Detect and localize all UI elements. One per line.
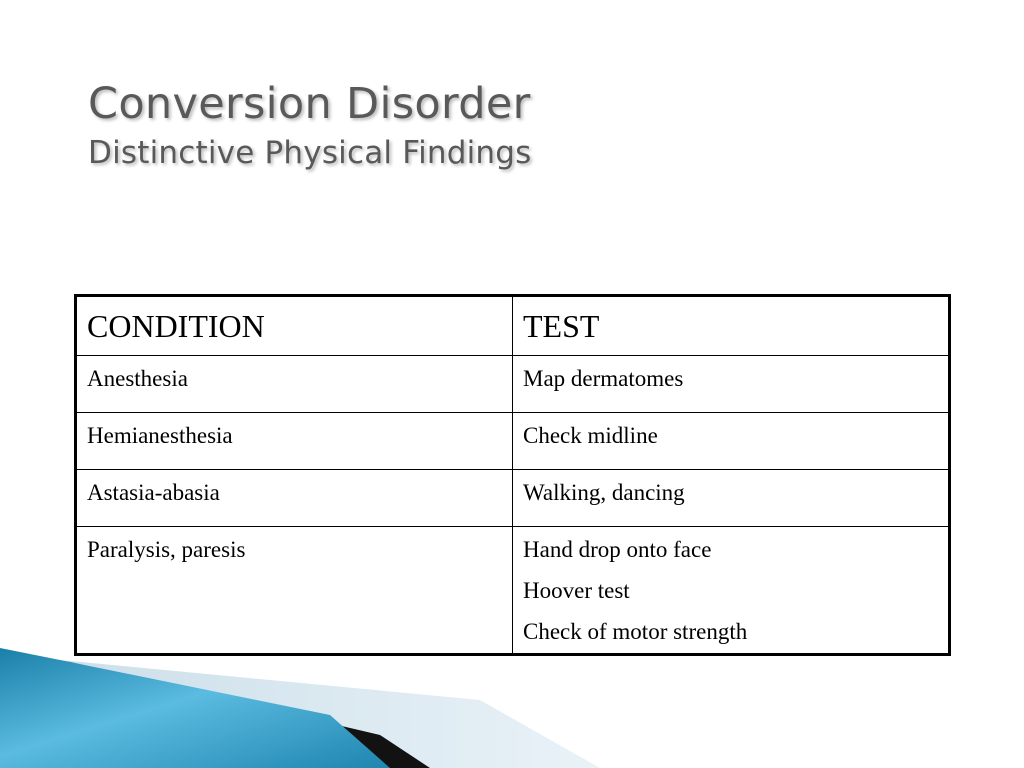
table-row [77,413,949,470]
findings-table [76,296,949,654]
decor-blue-wedge [0,648,390,768]
condition-cell: Hemianesthesia [77,413,513,470]
table-header-row [77,297,949,356]
table-row [77,527,949,654]
slide-title: Conversion Disorder [88,79,531,129]
test-line: Hand drop onto face [523,537,712,562]
header-condition: CONDITION [77,297,513,356]
decor-dark-band [0,652,430,768]
title-block [88,76,532,174]
table-row [77,470,949,527]
decor-light-band [0,655,600,768]
slide-subtitle: Distinctive Physical Findings [88,135,532,171]
table-row [77,356,949,413]
condition-cell: Anesthesia [77,356,513,413]
condition-cell: Astasia-abasia [77,470,513,527]
condition-cell: Paralysis, paresis [77,527,513,654]
test-line: Check of motor strength [523,619,748,644]
test-line: Hoover test [523,578,630,603]
test-cell [513,527,949,654]
test-cell: Check midline [513,413,949,470]
header-test: TEST [513,297,949,356]
test-cell: Map dermatomes [513,356,949,413]
test-cell: Walking, dancing [513,470,949,527]
